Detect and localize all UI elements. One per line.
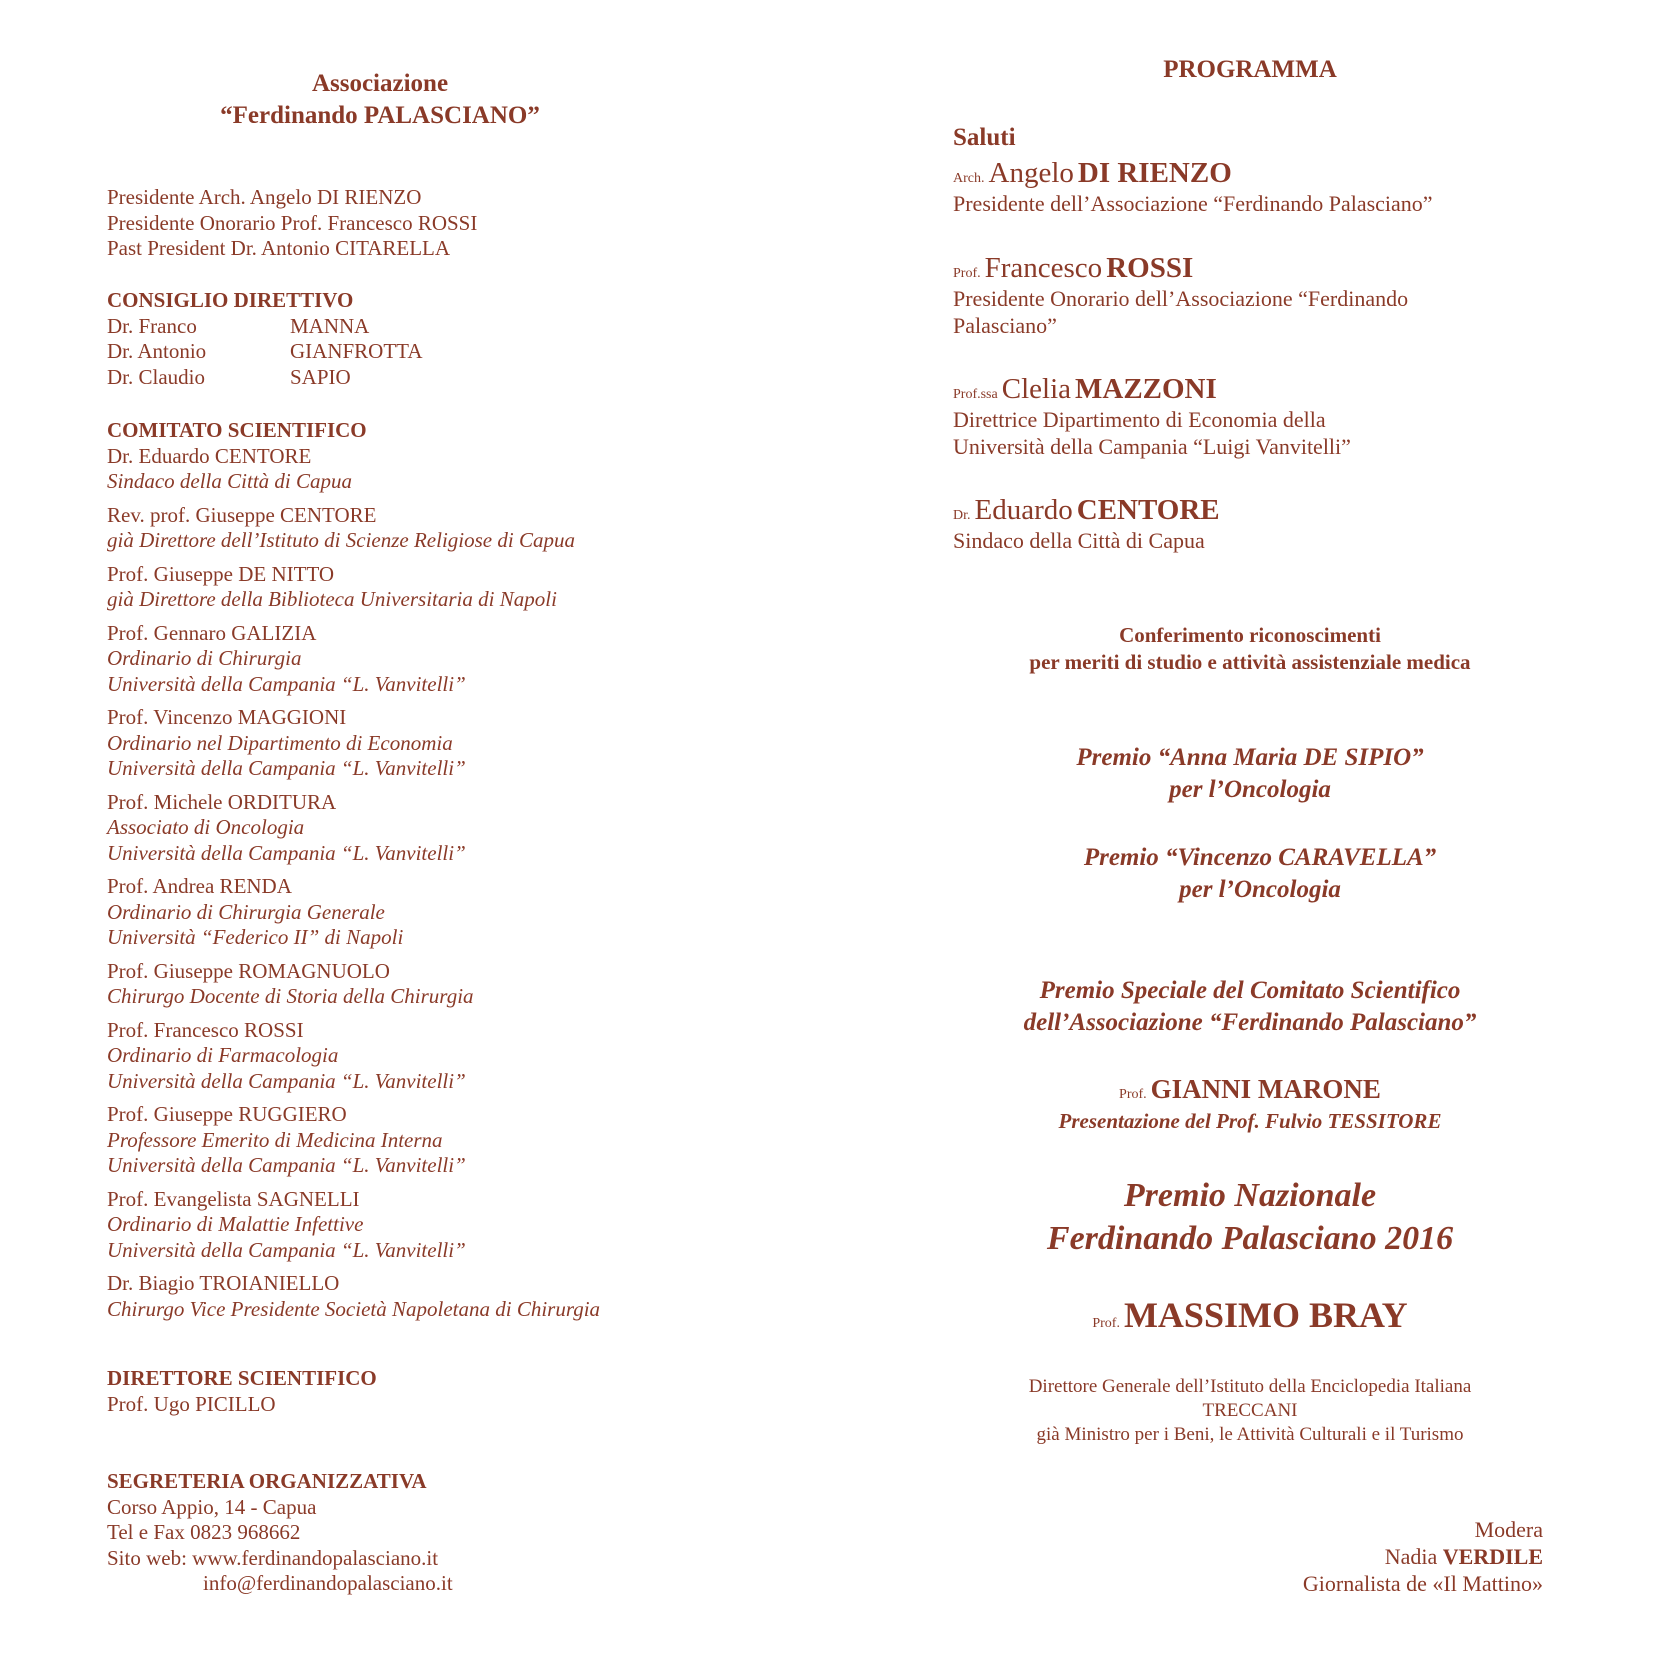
marone-title: Prof. xyxy=(1119,1087,1147,1102)
member-role: Ordinario di Chirurgia xyxy=(107,646,302,670)
consiglio-title: CONSIGLIO DIRETTIVO xyxy=(107,288,354,312)
moderator-first: Nadia xyxy=(1384,1544,1438,1569)
association-label: Associazione xyxy=(311,70,449,97)
consiglio-direttivo xyxy=(107,288,422,390)
speaker-desc: Università della Campania “Luigi Vanvitelli” xyxy=(953,434,1351,459)
member-name: Prof. Vincenzo MAGGIONI xyxy=(107,705,347,729)
speaker-first: Clelia xyxy=(1001,373,1071,405)
bray-desc-line: Direttore Generale dell’Istituto della Enciclopedia Italiana xyxy=(1028,1376,1472,1397)
premio-de-sipio xyxy=(950,742,1550,806)
premio-nazionale xyxy=(950,1174,1550,1260)
premio-subtitle: per l’Oncologia xyxy=(1169,776,1331,803)
moderator-role: Giornalista de «Il Mattino» xyxy=(1302,1571,1543,1596)
member-role: Sindaco della Città di Capua xyxy=(107,469,352,493)
speaker-desc: Sindaco della Città di Capua xyxy=(953,528,1205,553)
speaker-block xyxy=(953,252,1408,339)
comitato-member xyxy=(107,790,600,867)
segreteria-web: Sito web: www.ferdinandopalasciano.it xyxy=(107,1545,439,1570)
premio-caravella xyxy=(960,842,1560,906)
comitato-title: COMITATO SCIENTIFICO xyxy=(107,418,367,442)
segreteria-address: Corso Appio, 14 - Capua xyxy=(107,1494,317,1519)
speaker-first: Angelo xyxy=(988,157,1074,189)
speaker-last: CENTORE xyxy=(1076,494,1220,526)
consiglio-last: MANNA xyxy=(290,313,370,338)
saluti-heading: Saluti xyxy=(953,124,1016,151)
consiglio-members xyxy=(107,314,422,391)
conferimento-block xyxy=(950,622,1550,676)
member-role: già Direttore della Biblioteca Universitaria di Napoli xyxy=(107,587,557,611)
member-role: Professore Emerito di Medicina Interna xyxy=(107,1127,443,1152)
member-name: Prof. Giuseppe DE NITTO xyxy=(107,561,335,586)
speaker-desc: Palasciano” xyxy=(953,313,1057,338)
member-name: Prof. Gennaro GALIZIA xyxy=(107,620,317,645)
consiglio-last: SAPIO xyxy=(290,364,351,389)
speaker-title: Prof.ssa xyxy=(953,387,998,402)
member-name: Prof. Francesco ROSSI xyxy=(107,1017,304,1042)
member-role: Università della Campania “L. Vanvitelli” xyxy=(107,1237,466,1262)
member-name: Prof. Evangelista SAGNELLI xyxy=(107,1186,360,1211)
bray-desc-line: già Ministro per i Beni, le Attività Culturali e il Turismo xyxy=(1036,1424,1464,1445)
member-name: Prof. Giuseppe ROMAGNUOLO xyxy=(107,958,390,983)
member-role: Università della Campania “L. Vanvitelli” xyxy=(107,671,466,696)
member-name: Rev. prof. Giuseppe CENTORE xyxy=(107,502,377,527)
marone-name-line xyxy=(950,1074,1550,1105)
premio-nazionale-line: Ferdinando Palasciano 2016 xyxy=(1046,1220,1454,1257)
premio-title: Premio “Vincenzo CARAVELLA” xyxy=(1083,844,1437,871)
member-role: Ordinario nel Dipartimento di Economia xyxy=(107,730,453,755)
comitato-member xyxy=(107,503,600,554)
segreteria-title: SEGRETERIA ORGANIZZATIVA xyxy=(107,1469,427,1493)
moderator-last: VERDILE xyxy=(1442,1544,1543,1569)
member-role: già Direttore dell’Istituto di Scienze Religiose di Capua xyxy=(107,528,575,552)
member-role: Ordinario di Malattie Infettive xyxy=(107,1212,364,1236)
consiglio-first: Dr. Franco xyxy=(107,313,197,338)
officer-honorary-president: Presidente Onorario Prof. Francesco ROSSI xyxy=(107,210,478,235)
member-role: Chirurgo Docente di Storia della Chirurgia xyxy=(107,984,474,1008)
marone-name: GIANNI MARONE xyxy=(1150,1074,1381,1104)
speaker-title: Arch. xyxy=(953,171,985,186)
speaker-block xyxy=(953,373,1351,460)
premio-subtitle: per l’Oncologia xyxy=(1179,876,1341,903)
speaker-desc: Direttrice Dipartimento di Economia della xyxy=(953,407,1326,432)
bray-name: MASSIMO BRAY xyxy=(1123,1295,1408,1335)
comitato-member xyxy=(107,562,600,613)
officer-past-president: Past President Dr. Antonio CITARELLA xyxy=(107,236,451,260)
premio-subtitle: dell’Associazione “Ferdinando Palasciano” xyxy=(1023,1009,1477,1036)
consiglio-first: Dr. Claudio xyxy=(107,364,205,389)
member-role: Ordinario di Chirurgia Generale xyxy=(107,899,385,924)
bray-desc xyxy=(950,1375,1550,1447)
member-name: Dr. Eduardo CENTORE xyxy=(107,443,312,468)
segreteria-organizzativa xyxy=(107,1469,453,1597)
comitato-member xyxy=(107,621,600,698)
segreteria-email: info@ferdinandopalasciano.it xyxy=(203,1571,453,1595)
speaker-name xyxy=(953,373,1351,406)
comitato-member xyxy=(107,959,600,1010)
premio-nazionale-line: Premio Nazionale xyxy=(1123,1177,1377,1214)
member-role: Università “Federico II” di Napoli xyxy=(107,925,404,949)
speaker-block xyxy=(953,494,1220,554)
speaker-first: Eduardo xyxy=(974,494,1073,526)
consiglio-last: GIANFROTTA xyxy=(290,339,423,363)
speaker-first: Francesco xyxy=(984,252,1103,284)
speaker-desc: Presidente dell’Associazione “Ferdinando Palasciano” xyxy=(953,191,1433,216)
association-header xyxy=(180,68,580,132)
comitato-member xyxy=(107,874,600,951)
speaker-name xyxy=(953,494,1220,527)
premio-title: Premio “Anna Maria DE SIPIO” xyxy=(1076,744,1424,771)
programma-title: PROGRAMMA xyxy=(1163,56,1337,83)
consiglio-first: Dr. Antonio xyxy=(107,339,207,363)
modera-label: Modera xyxy=(1474,1517,1543,1542)
comitato-scientifico xyxy=(107,418,600,1330)
comitato-member xyxy=(107,1018,600,1095)
speaker-desc: Presidente Onorario dell’Associazione “Ferdinando xyxy=(953,286,1409,311)
member-name: Prof. Andrea RENDA xyxy=(107,874,292,898)
segreteria-tel: Tel e Fax 0823 968662 xyxy=(107,1520,301,1544)
comitato-member xyxy=(107,444,600,495)
member-name: Dr. Biagio TROIANIELLO xyxy=(107,1271,340,1295)
speaker-block xyxy=(953,157,1433,217)
speaker-last: MAZZONI xyxy=(1075,373,1217,405)
comitato-member xyxy=(107,705,600,782)
speaker-title: Dr. xyxy=(953,508,971,523)
premio-title: Premio Speciale del Comitato Scientifico xyxy=(1039,977,1461,1004)
direttore-scientifico xyxy=(107,1366,377,1417)
speaker-last: DI RIENZO xyxy=(1077,157,1232,189)
speaker-last: ROSSI xyxy=(1106,252,1194,284)
member-role: Chirurgo Vice Presidente Società Napoletana di Chirurgia xyxy=(107,1296,601,1321)
comitato-member xyxy=(107,1187,600,1264)
member-role: Ordinario di Farmacologia xyxy=(107,1043,339,1067)
direttore-title: DIRETTORE SCIENTIFICO xyxy=(107,1366,377,1390)
association-name: “Ferdinando PALASCIANO” xyxy=(220,102,540,129)
speaker-name xyxy=(953,252,1408,285)
moderator-block xyxy=(1100,1516,1543,1597)
member-role: Associato di Oncologia xyxy=(107,815,305,839)
member-role: Università della Campania “L. Vanvitelli” xyxy=(107,1068,466,1093)
comitato-member xyxy=(107,1102,600,1179)
marone-presentation: Presentazione del Prof. Fulvio TESSITORE xyxy=(1058,1109,1442,1133)
marone-block xyxy=(950,1074,1550,1137)
speaker-title: Prof. xyxy=(953,266,981,281)
member-name: Prof. Giuseppe RUGGIERO xyxy=(107,1102,347,1126)
comitato-member xyxy=(107,1271,600,1322)
bray-desc-line: TRECCANI xyxy=(1202,1400,1298,1421)
conferimento-line: Conferimento riconoscimenti xyxy=(1119,623,1381,647)
officer-president: Presidente Arch. Angelo DI RIENZO xyxy=(107,185,422,209)
member-role: Università della Campania “L. Vanvitelli” xyxy=(107,756,466,780)
conferimento-line: per meriti di studio e attività assistenziale medica xyxy=(1029,650,1471,674)
moderator-name xyxy=(1100,1543,1543,1570)
member-name: Prof. Michele ORDITURA xyxy=(107,789,337,814)
member-role: Università della Campania “L. Vanvitelli” xyxy=(107,1153,466,1177)
officers-list xyxy=(107,185,477,262)
direttore-name: Prof. Ugo PICILLO xyxy=(107,1391,276,1416)
bray-title: Prof. xyxy=(1092,1316,1120,1331)
premio-speciale xyxy=(940,975,1560,1039)
speaker-name xyxy=(953,157,1433,190)
bray-name-line xyxy=(950,1294,1550,1336)
member-role: Università della Campania “L. Vanvitelli” xyxy=(107,840,466,865)
